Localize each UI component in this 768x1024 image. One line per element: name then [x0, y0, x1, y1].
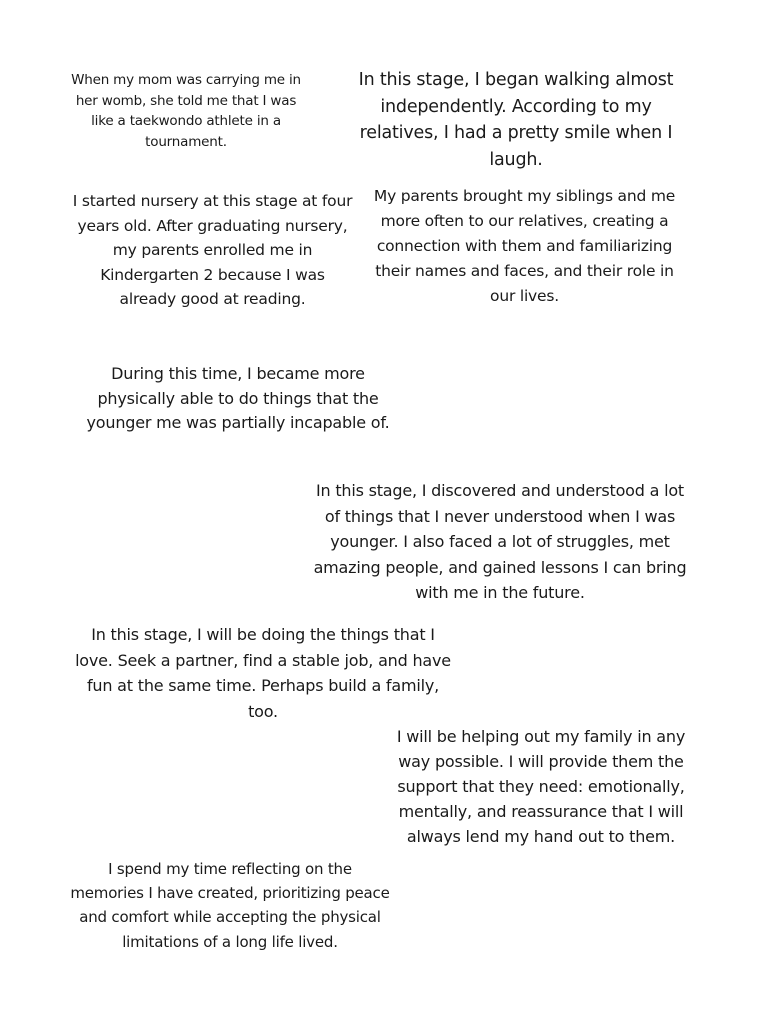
- adolescence-stage-text: In this stage, I discovered and understood a lot of things that I never understood when I was younger. I also faced a lot of struggles, met amazing people, and gained lessons I can bring with me in the future.: [313, 481, 687, 602]
- middle-childhood-stage-text: During this time, I became more physically able to do things that the younger me was partially incapable of.: [86, 364, 390, 432]
- toddler-stage-text: My parents brought my siblings and me more often to our relatives, creating a connection with them and familiarizing their names and faces, and their role in our lives.: [373, 187, 676, 305]
- early-adulthood-stage-text: In this stage, I will be doing the things that I love. Seek a partner, find a stable job, and have fun at the same time. Perhaps build a family, too.: [75, 625, 451, 721]
- infancy-stage-text: In this stage, I began walking almost independently. According to my relatives, I had a pretty smile when I laugh.: [358, 70, 674, 170]
- middle-adulthood-stage-text: I will be helping out my family in any way possible. I will provide them the support that they need: emotionally, mentally, and reassurance that I will always lend my hand out to them.: [396, 727, 686, 846]
- early-childhood-stage-text: I started nursery at this stage at four years old. After graduating nursery, my parents enrolled me in Kindergarten 2 because I was already good at reading.: [72, 192, 353, 308]
- prenatal-stage-text: When my mom was carrying me in her womb, she told me that I was like a taekwondo athlete in a tournament.: [71, 72, 301, 150]
- late-adulthood-stage-text: I spend my time reflecting on the memories I have created, prioritizing peace and comfort while accepting the physical limitations of a long life lived.: [70, 860, 390, 951]
